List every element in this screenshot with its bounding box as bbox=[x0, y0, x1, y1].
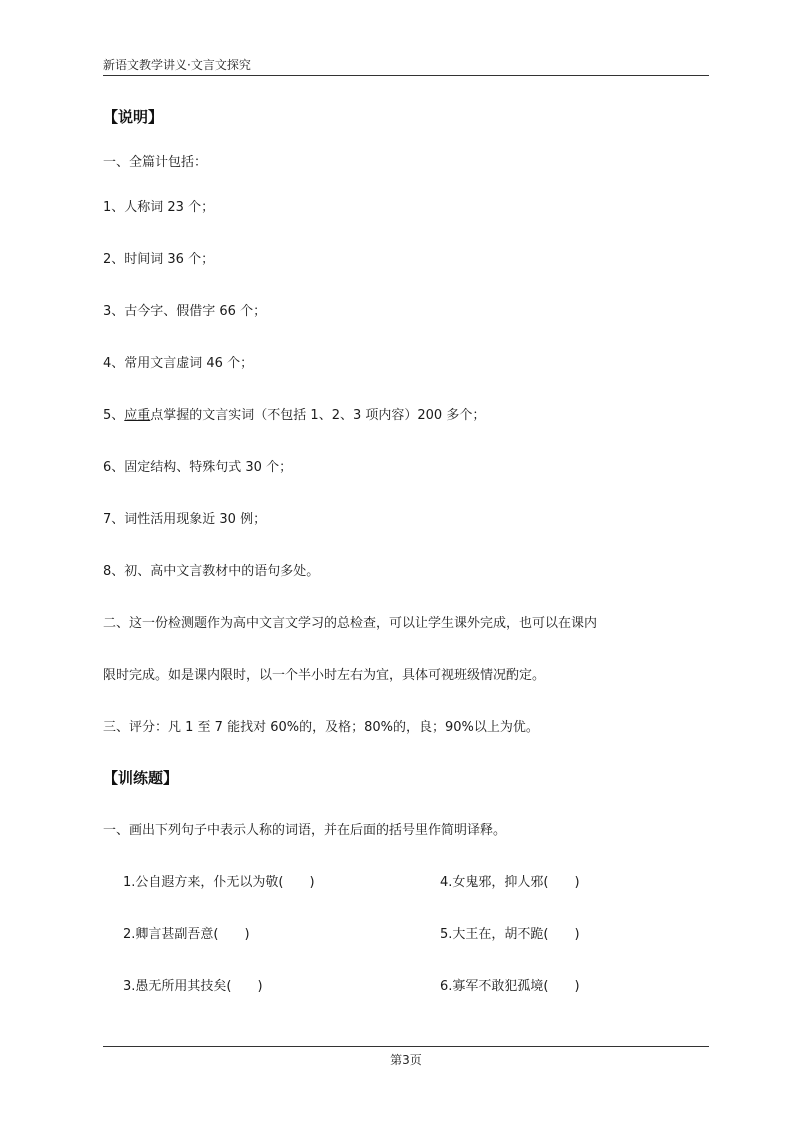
question-5: 5.大王在，胡不跪( ) bbox=[440, 927, 580, 942]
header-divider bbox=[103, 75, 709, 76]
explanation-item-1: 1、人称词 23 个； bbox=[103, 200, 215, 215]
explanation-para3: 三、评分：凡 1 至 7 能找对 60%的，及格；80%的，良；90%以上为优。 bbox=[103, 720, 539, 735]
explanation-intro: 一、全篇计包括： bbox=[103, 155, 208, 170]
explanation-item-6: 6、固定结构、特殊句式 30 个； bbox=[103, 460, 293, 475]
question-4: 4.女鬼邪，抑人邪( ) bbox=[440, 875, 580, 890]
explanation-item-7: 7、词性活用现象近 30 例； bbox=[103, 512, 267, 527]
explanation-item-2: 2、时间词 36 个； bbox=[103, 252, 215, 267]
question-3: 3.愚无所用其技矣( ) bbox=[123, 979, 263, 994]
question-2: 2.卿言甚副吾意( ) bbox=[123, 927, 250, 942]
explanation-item-4: 4、常用文言虚词 46 个； bbox=[103, 356, 254, 371]
item5-underlined-text: 应重 bbox=[124, 408, 151, 423]
running-header: 新语文教学讲义·文言文探究 bbox=[103, 58, 251, 72]
question-6: 6.寡军不敢犯孤境( ) bbox=[440, 979, 580, 994]
explanation-item-5 bbox=[103, 406, 485, 426]
explanation-heading: 【说明】 bbox=[103, 108, 164, 126]
page-number: 第3页 bbox=[390, 1053, 422, 1067]
training-heading: 【训练题】 bbox=[103, 769, 179, 787]
explanation-item-3: 3、古今字、假借字 66 个； bbox=[103, 304, 267, 319]
explanation-item-8: 8、初、高中文言教材中的语句多处。 bbox=[103, 564, 320, 579]
item5-rest: 点掌握的文言实词（不包括 1、2、3 项内容）200 多个； bbox=[150, 408, 486, 423]
training-task1: 一、画出下列句子中表示人称的词语，并在后面的括号里作简明译释。 bbox=[103, 823, 507, 838]
footer-divider bbox=[103, 1046, 709, 1047]
explanation-para2-line1: 二、这一份检测题作为高中文言文学习的总检查，可以让学生课外完成，也可以在课内 bbox=[103, 616, 598, 631]
question-1: 1.公自遐方来，仆无以为敬( ) bbox=[123, 875, 315, 890]
item5-prefix: 5、 bbox=[103, 408, 125, 423]
explanation-para2-line2: 限时完成。如是课内限时，以一个半小时左右为宜，具体可视班级情况酌定。 bbox=[103, 668, 546, 683]
